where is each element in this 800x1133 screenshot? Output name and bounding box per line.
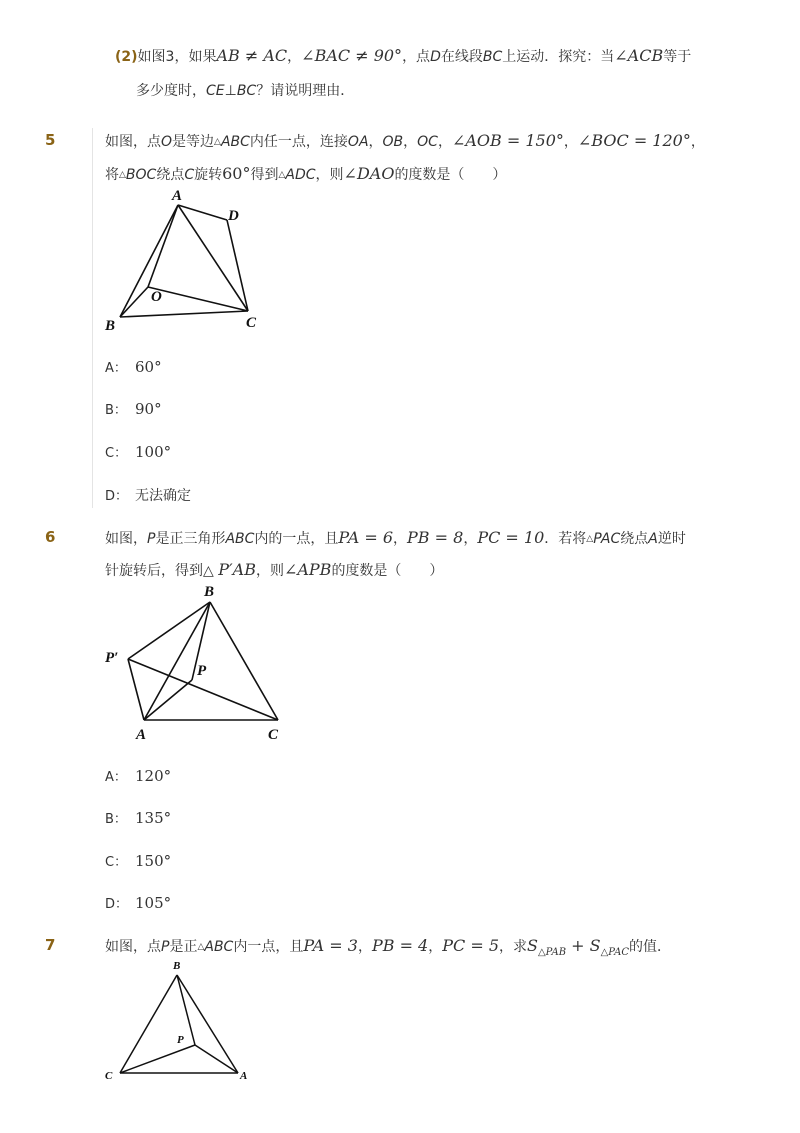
q6-seg-pa: [144, 680, 192, 720]
q6-option-c[interactable]: C： 150°: [105, 852, 172, 870]
q5-stem-line-1: 如图，点O是等边△ABC内任一点，连接OA，OB，OC，∠AOB = 150°，∠BOC = 120°，: [105, 131, 705, 150]
q6-number: 6: [45, 528, 56, 546]
q7-label-b: B: [173, 960, 181, 972]
q5-label-o: O: [151, 289, 162, 305]
q6-label-pprime: P′: [105, 650, 119, 666]
q7-figure: [100, 955, 260, 1085]
q7-label-a: A: [240, 1070, 248, 1082]
q5-seg-ao: [148, 205, 178, 287]
q6-stem-line-1: 如图，P是正三角形ABC内的一点，且PA = 6，PB = 8，PC = 10．若将△PAC绕点A逆时: [105, 528, 686, 547]
q6-seg-ppa: [128, 659, 144, 720]
q5-number: 5: [45, 131, 56, 149]
q5-option-a[interactable]: A： 60°: [105, 358, 162, 376]
q7-seg-bc: [120, 975, 177, 1073]
q5-option-d[interactable]: D： 无法确定: [105, 488, 191, 504]
q5-seg-oc: [148, 287, 248, 311]
q6-option-a[interactable]: A： 120°: [105, 767, 172, 785]
q6-option-b[interactable]: B： 135°: [105, 809, 172, 827]
q5-figure: [100, 185, 270, 335]
q6-label-b: B: [204, 584, 215, 600]
q7-label-c: C: [105, 1070, 113, 1082]
q7-seg-pa: [195, 1045, 238, 1073]
q5-seg-ad: [178, 205, 227, 220]
q5-label-a: A: [172, 188, 183, 204]
q5-option-c[interactable]: C： 100°: [105, 443, 172, 461]
q6-label-a: A: [136, 727, 147, 743]
q6-seg-bc: [210, 602, 278, 720]
q5-seg-bc: [120, 311, 248, 317]
q5-label-b: B: [105, 318, 116, 334]
q6-seg-bpp: [128, 602, 210, 659]
q7-stem-line-1: 如图，点P是正△ABC内一点，且PA = 3，PB = 4，PC = 5，求$S_{\triangle PAB} + S_{\triangle PAC}$的值．: [105, 936, 671, 958]
q6-label-p: P: [197, 663, 207, 679]
part2-line-2: 多少度时，CE⊥BC？请说明理由．: [136, 83, 355, 99]
q5-seg-ab: [120, 205, 178, 317]
q7-label-p: P: [177, 1034, 184, 1046]
q7-seg-pc: [120, 1045, 195, 1073]
q7-seg-ba: [177, 975, 238, 1073]
q5-option-b[interactable]: B： 90°: [105, 400, 162, 418]
q5-stem-line-2: 将△BOC绕点C旋转60°得到△ADC，则∠DAO的度数是（ ）: [105, 164, 507, 183]
part2-line-1: (2)如图3，如果AB ≠ AC，∠BAC ≠ 90°，点D在线段BC上运动．探究：当∠ACB等于: [115, 46, 692, 65]
q5-seg-dc: [227, 220, 248, 311]
q6-stem-line-2: 针旋转后，得到△ P′AB，则∠APB的度数是（ ）: [105, 560, 444, 579]
q6-option-d[interactable]: D： 105°: [105, 894, 172, 912]
part2-label: (2): [115, 49, 138, 65]
q6-figure: [100, 580, 290, 745]
q5-label-c: C: [246, 315, 257, 331]
q5-label-d: D: [228, 208, 239, 224]
q5-left-rule: [92, 128, 93, 508]
q7-number: 7: [45, 936, 56, 954]
q6-seg-ba: [144, 602, 210, 720]
q6-label-c: C: [268, 727, 279, 743]
